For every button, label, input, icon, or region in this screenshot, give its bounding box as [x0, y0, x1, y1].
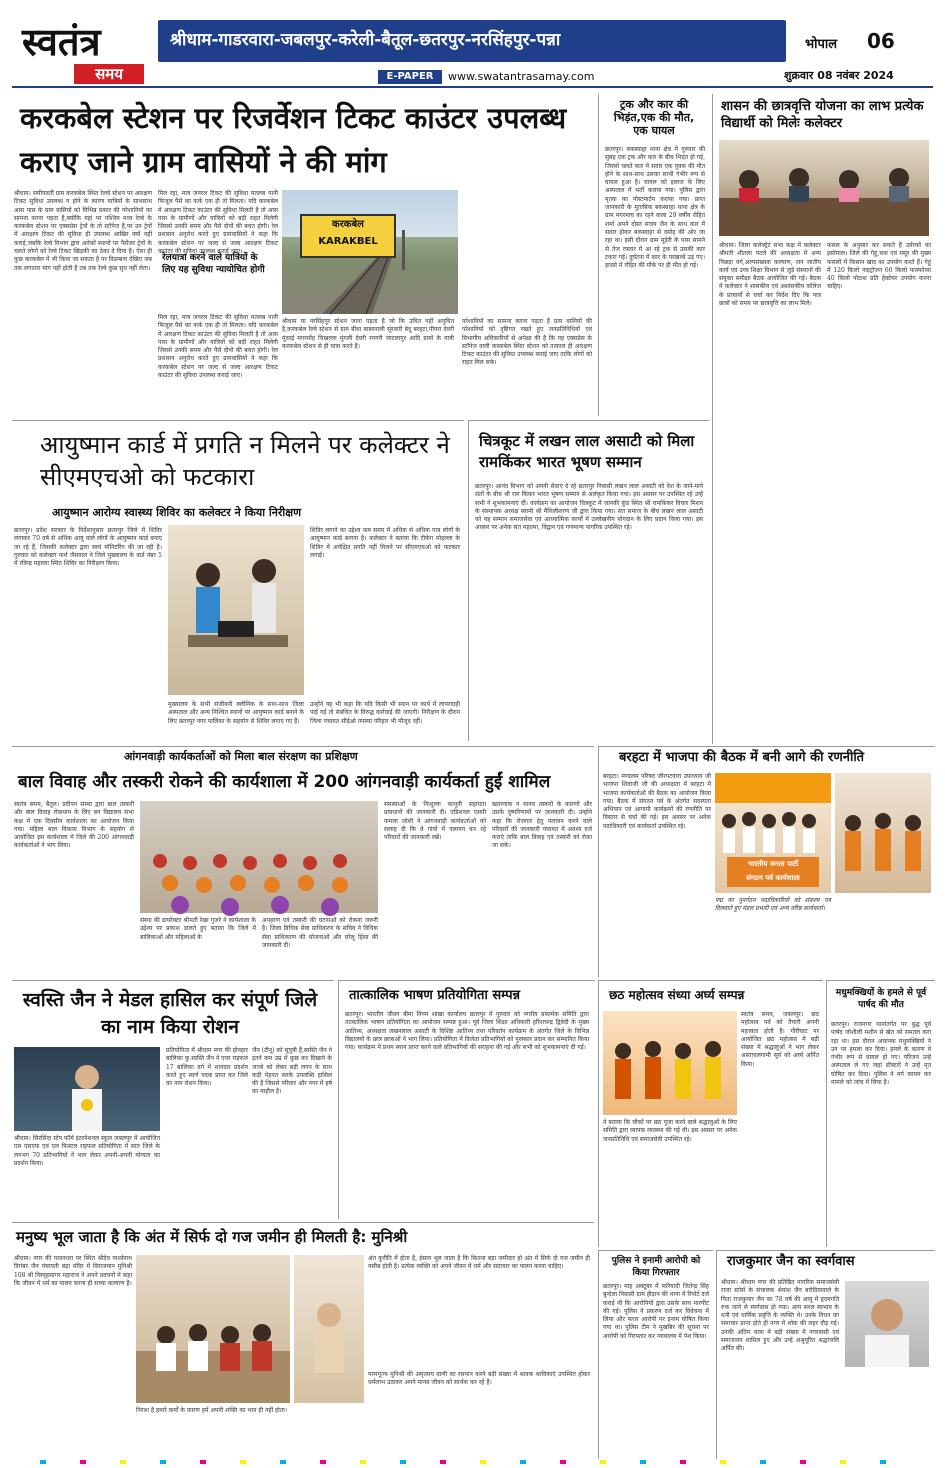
body: छतरपुर। बकस्वाहा थाना क्षेत्र में गुरुवार की सुबह एक ट्रक और कार के बीच भिड़ंत हो गई, जिससे चलते कार में सवार एक युवक की मौत होने के साथ-साथ उसका साथी गंभीर रूप से घायल हुआ है। घायल को इलाज के लिए अस्पताल में भर्ती कराया गया। पुलिस द्वारा मृतक का पोस्टमार्टम कराया गया। प्राप्त जानकारी के मुताबिक बकस्वाहा थाना क्षेत्र के ग्राम मगरमाघ का रहने वाला 29 वर्षीय रोहित शर्मा अपने दोस्त सजय जैन के साथ कार में सवार होकर बकस्वाहा से दमोह की ओर जा रहा था। इसी दौरान ग्राम मुड़ेरी के पास सामने से तेज रफ्तार में आ रहे ट्रक से उसकी कार टकरा गई। दुर्घटना में कार के परखच्चे उड़ गए। हादसे में रोहित की मौके पर ही मौत हो गई। [605, 146, 705, 270]
caption: पद्म का पुनर्गठन पदाधिकारियों को संकल्प पत्र दिलवाते हुए मंडल प्रभारी एवं अन्य वरिष्ठ कार्यकर्ता। [715, 897, 831, 913]
article-ayushman [12, 420, 464, 741]
caption: निराश है हमारे कर्मों के कारण हमें अपनी शक्ति का भान ही नहीं होता। [136, 1407, 288, 1414]
article-karakbel [12, 94, 595, 416]
second-group [835, 773, 931, 893]
body-col-2: अपहरण एवं तस्करी की घटनाओं को रोकना जरूरी है। जिला विधिक सेवा प्राधिकरण के सचिव ने विधिक सेवा प्राधिकरण की योजनाओं और घरेलू हिंसा की जानकारी दी। [262, 917, 378, 949]
body-col-4: परेशानियों का सामना करना पड़ता है ग्राम वासियों की परेशानियों को दृष्टिगत रखते हुए जनप्रतिनिधियों एवं विभागीय अधिकारियों से अपेक्षा की है कि यह एक्सप्रेस के स्टॉपेज वाली करकबेल स्थित स्टेशन को तत्काल ही आरक्षण टिकट काउंटर की सुविधा उपलब्ध कराई जाए ताकि लोगों को राहत मिल सके। [462, 318, 592, 367]
article-munishri [12, 1222, 594, 1459]
station-sign [300, 214, 396, 258]
munishri-photo [136, 1255, 290, 1403]
camp-figures [168, 525, 304, 695]
cities-banner [158, 20, 786, 62]
headline: पुलिस ने इनामी आरोपी को किया गिरफ्तार [611, 1256, 701, 1278]
sign-english: KARAKBEL [318, 236, 378, 247]
monk-figure [294, 1255, 364, 1403]
workshop-photo [140, 801, 378, 913]
article-speech [338, 980, 595, 1219]
headline: स्वस्ति जैन ने मेडल हासिल कर संपूर्ण जिले का नाम किया रोशन [22, 989, 318, 1038]
portrait-figure [845, 1281, 929, 1367]
masthead [0, 0, 945, 88]
body-col-2: फसल के अनुसार कर सकते हैं उर्वरकों का इस्तेमाल। जिले की गेहूं,चना एवं मसूर की मुख्य फसलों में किसान खाद का उपयोग करते हैं। गेहूं में 120 किलो नाइट्रोजन 60 किलो फास्फोरस 40 किलो पोटाश प्रति हेक्टेयर उपयोग करना चाहिए। [827, 242, 931, 291]
print-color-strip [40, 1460, 910, 1464]
bjp-meeting-photo [715, 773, 831, 893]
party-banner [727, 857, 819, 887]
subhead: आयुष्मान आरोग्य स्वास्थ्य शिविर का कलेक्टर ने किया निरीक्षण [52, 506, 302, 519]
sign-hindi: करकबेल [332, 219, 364, 230]
body: बरहटा। मण्डलम परिषद जीरपटवारा उपाध्याय जी भाजपा शिवाजी जी की अध्यक्षता में बरहटा में भाजपा कार्यकर्ताओं की बैठक का आयोजन किया गया। बैठक में संगठन पर्व के अंतर्गत सदस्यता अभियान एवं आगामी कार्यक्रमों की रणनीति पर विस्तार से चर्चा की गई। इस अवसर पर अनेक पदाधिकारी एवं कार्यकर्ता उपस्थित रहे। [603, 773, 711, 830]
logo-line1: स्वतंत्र [22, 20, 101, 64]
body-col-2: मिल रहा, मात्र जनरल टिकट की सुविधा मतलब पानी फिजूल पैसे का फर्क एक ही तो मिलता। यदि करकबेल में आरक्षण टिकट काउंटर की सुविधा मिलती है तो आस पास के ग्रामीणों और यात्रियों को बड़ी राहत मिलेगी जिससे उनकी समय और पैसे दोनों की बचत होगी। रेल प्रशासन अनुरोध करते हुए ग्रामवासियों ने कहा कि करकबेल स्टेशन पर जल्द से जल्द आरक्षण टिकट काउंटर की सुविधा उपलब्ध कराई जाए। [158, 190, 278, 256]
station-photo [282, 190, 458, 314]
banner-line2: संगठन पर्व कार्यशाला [746, 874, 800, 882]
bjp-second-photo [835, 773, 931, 893]
caption: मुख्यालय के सभी संजीवनी क्लीनिक के साथ-साथ जिला अस्पताल और अन्य निश्चित स्थानों पर आयुष्मान कार्ड बनाने के लिए छतरपुर नगर पालिका के सहयोग से शिविर लगाए गए हैं। [168, 701, 304, 725]
date: शुक्रवार 08 नवंबर 2024 [784, 69, 894, 82]
article-chitrakoot [468, 420, 709, 741]
body-col-1: छतरपुर। प्रदेश सरकार के निर्देशानुसार छतरपुर जिले में शिविर लगाकर 70 वर्ष से अधिक आयु वाले लोगों के आयुष्मान कार्ड बनाए जा रहे हैं, जिसकी कलेक्टर द्वारा स्वयं मॉनिटरिंग की जा रही है। गुरुवार को कलेक्टर पार्थ जैसवाल ने जिले मुख्यालय के वार्ड नंबर 5 में रविन्द्र महल्ला स्थित शिविर का निरीक्षण किया। [14, 527, 162, 568]
rajkumar-portrait [845, 1281, 929, 1367]
article-anganwadi [12, 746, 594, 977]
body-col-1: श्रीधाम। श्रीधाम नगर की प्रतिष्ठित नागरिक समाजसेवी राजा स्टोर्स के संचालक श्रेयांश जैन बरोदियावाले के पिता राजकुमार जैन का 78 वर्ष की आयु में हृदयगति रुक जाने से स्वर्गवास हो गया। आप सरल स्वभाव के धनी एवं धार्मिक प्रवृत्ति के व्यक्ति थे। उनके निधन का समाचार प्राप्त होते ही नगर में शोक की लहर दौड़ गई। उनकी अंतिम यात्रा में बड़ी संख्या में नगरवासी एवं समाजजन शामिल हुए और उन्हें अश्रुपूरित श्रद्धांजलि अर्पित की। [721, 1279, 839, 1353]
body: छतरपुर। आनंद विभाग को अपनी सेवाएं दे रहे छतरपुर निवासी लखन लाल असाटी को देश के जाने-माने संतों के बीच श्री राम किंकर भारत भूषण सम्मान से अलंकृत किया गया। इस अवसर पर उपस्थित रहे उन्हें सभी ने शुभकामनाएं दीं। कार्यक्रम का आयोजन चित्रकूट में जानकी कुंड स्थित श्री रामकिंकर विचार मिशन के संस्थापक अध्यक्ष स्वामी श्री मैथिलीशरण जी द्वारा किया गया। संत समाज के बीच लखन लाल असाटी को यह सम्मान समाजसेवा एवं आध्यात्मिक कार्यों में उल्लेखनीय योगदान के लिए प्रदान किया गया। इस अवसर पर अनेक संत महात्मा, विद्वान एवं गणमान्य नागरिक उपस्थित रहे। [475, 483, 703, 532]
medal-photo [14, 1047, 160, 1131]
body-col-2: प्रतियोगिता में श्रीधाम नगर की होनहार बालिका कु.स्वस्ति जैन ने एयर राइफल 17 बालिका वर्ग में शानदार प्रदर्शन करते हुए स्वर्ण पदक प्राप्त कर जिले का नाम रोशन किया। [166, 1047, 248, 1088]
audience-figures [140, 801, 378, 913]
body-col-1: श्रीधाम। समीपवर्ती ग्राम करकबेल स्थित रेलवे स्टेशन पर आरक्षण टिकट सुविधा उपलब्ध न होने के कारण यात्रियों के साथसाथ आस पास के ग्राम वासियों को विभिन्न प्रकार की परेशानियों का सामना करना पड़ता है,क्योंकि यहां पर पश्चिम मध्य रेल्वे के करकबेल स्टेशन पर एक्सप्रेस ट्रेनों के तो स्टॉपेज हैं,पर उन ट्रेनों में आरक्षण टिकट की सुविधा ही उपलब्ध आखिर क्यों नहीं कराई,जबकि रेल्वे विभाग द्वारा अनेकों स्थानों पर पैसेंजर ट्रेनों के चलते लोगों को रेल्वे टिकट खिड़की का ठेका दे दिया है। ऐसा ही कुछ करकबेल में भी किया जा सकता है पर विडम्बना देखिए जब तक लगातार मांग नहीं होती है तब तक रेल्वे कुछ सुध नहीं लेता। [14, 190, 152, 272]
article-rajkumar [716, 1250, 935, 1459]
kicker: आंगनवाड़ी कार्यकर्ताओं को मिला बाल संरक्षण का प्रशिक्षण [124, 750, 358, 763]
camp-photo [168, 525, 304, 695]
article-swasti [12, 980, 334, 1219]
article-barhata [598, 746, 935, 977]
site-url[interactable]: www.swatantrasamay.com [448, 70, 595, 83]
body: छतरपुर। राजनगर थानांतर्गत पर बुद्ध पूर्व पार्षद जोशीली मशीन से खेत को समतल करा रहा था। इस दौरान अचानक मधुमक्खियों ने उन पर हमला कर दिया। हमले के कारण वे गंभीर रूप से घायल हो गए। परिजन उन्हें अस्पताल ले गए जहां डॉक्टरों ने उन्हें मृत घोषित कर दिया। पुलिस ने मर्ग कायम कर मामले को जांच में लिया है। [831, 1021, 931, 1087]
article-bees [826, 980, 935, 1247]
masthead-divider [12, 86, 933, 88]
article-scholarship [712, 94, 935, 744]
headline: शासन की छात्रवृत्ति योजना का लाभ प्रत्येक विद्यार्थी को मिलेः कलेक्टर [721, 99, 924, 131]
body: छतरपुर। माह अक्टूबर में फरियादी जितेन्द्र सिंह बुन्देला निवासी ग्राम हीड़ान की थाना में रिपोर्ट दर्ज कराई थी कि आरोपियों द्वारा उसके साथ मारपीट की गई। पुलिस ने प्रकरण दर्ज कर विवेचना में लिया और फरार आरोपी पर इनाम घोषित किया गया था। पुलिस टीम ने मुखबिर की सूचना पर आरोपी को गिरफ्तार कर न्यायालय में पेश किया। [603, 1283, 709, 1340]
meeting-figures [719, 140, 929, 236]
headline: छठ महोत्सव संध्या अर्घ्य सम्पन्न [609, 988, 745, 1002]
body-col-3: उन्होंने यह भी कहा कि यदि किसी भी स्थान पर कार्य में लापरवाही पाई गई तो संबंधित के विरुद्ध कार्रवाई की जाएगी। निरीक्षण के दौरान जिला पंचायत सीईओ तपस्या परिहार भी मौजूद रहीं। [310, 701, 460, 725]
article-chhath [598, 980, 823, 1247]
headline: चित्रकूट में लखन लाल असाटी को मिला रामकिंकर भारत भूषण सम्मान [479, 432, 695, 471]
body-col-1: स्वतंत्र समय, बैतूल। प्रदीपन संस्था द्वारा बाल तस्करी और बाल विवाह रोकथाम के लिए बन विद्यालय सभा कक्ष में एक दिवसीय कार्यशाला का आयोजन किया गया। महिला बाल विकास विभाग के सहयोग से आयोजित इस कार्यशाला में जिले की 200 आंगनवाड़ी कार्यकर्ताओं ने भाग लिया। [14, 801, 134, 850]
pull-quote [162, 252, 274, 312]
body-col-3: जैन (टीनू) को सुपुत्री हैं,स्वस्ति जैन ने इतने कम उम्र में कुछ कर दिखाने के जज्बे को लेकर बड़ी लगन के साथ कड़ी मेहनत करके उपलब्धि हासिल की है जिससे परिवार और नगर में हर्ष का माहौल है। [252, 1047, 332, 1096]
edition-box [795, 26, 925, 56]
body-col-2: शिविर लगाने का उद्देश्य कम समय में अधिक से अधिक पात्र लोगों के आयुष्मान कार्ड बनाना है। कलेक्टर ने बताया कि टीकेग मोहल्ला के शिविर में अपेक्षित प्रगति नहीं मिलने पर सीएमएचओ को फटकार लगाई। [310, 527, 460, 559]
headline: करकबेल स्टेशन पर रिजर्वेशन टिकट काउंटर उपलब्ध कराए जाने ग्राम वासियों ने की मांग [20, 101, 567, 179]
munishri-figures [136, 1255, 290, 1403]
chhath-photo [603, 1011, 737, 1115]
headline: ट्रक और कार की भिड़ंत,एक की मौत, एक घायल [613, 98, 695, 137]
body-col-3: समस्याओं के निःशुल्क कानूनी सहायता प्रावधानों की जानकारी दी। एडिशनल एसपी कमला जोशी ने आंगनवाड़ी कार्यकर्ताओं को सलाह दी कि वे गांवों में पलायन कर रहे परिवारों की जानकारी रखें। [384, 801, 486, 842]
headline: मनुष्य भूल जाता है कि अंत में सिर्फ दो गज जमीन ही मिलती है: मुनिश्री [16, 1228, 408, 1246]
headline: बरहटा में भाजपा की बैठक में बनी आगे की रणनीति [619, 750, 865, 765]
epaper-badge: E-PAPER [378, 70, 442, 84]
logo [22, 22, 142, 84]
article-accident [598, 94, 709, 416]
caption: ने बताया कि चौकों पर छठ पूजा करने वाले श्रद्धालुओं के लिए समिति द्वारा व्यापक व्यवस्था की गई थी। इस अवसर पर अनेक जनप्रतिनिधि एवं समाजसेवी उपस्थित रहे। [603, 1119, 737, 1143]
edition-name: भोपाल [805, 37, 838, 52]
medal-figure [14, 1047, 160, 1131]
headline: मधुमक्खियों के हमले से पूर्व पार्षद की मौत [835, 988, 927, 1010]
body-col-2b: मिल रहा, मात्र जनरल टिकट की सुविधा मतलब पानी फिजूल पैसे का फर्क एक ही तो मिलता। यदि करकबेल में आरक्षण टिकट काउंटर की सुविधा मिलती है तो आस पास के ग्रामीणों और यात्रियों को बड़ी राहत मिलेगी जिससे उनकी समय और पैसे दोनों की बचत होगी। रेल प्रशासन अनुरोध करते हुए ग्रामवासियों ने कहा कि करकबेल स्टेशन पर जल्द से जल्द आरक्षण टिकट काउंटर की सुविधा उपलब्ध कराई जाए। [158, 314, 278, 380]
body-col-3: श्रीधाम या नरसिंहपुर स्टेशन जाना पड़ता है जो कि उचित नहीं अनुचित है,करकबेल रेल्वे स्टेशन से ग्राम बीधा बाबरनाली सूरवारी बेदू बरहटा,पीपरा देवरी मुंदरई मगरमोंह चिखल्ला मुंगली देवरी रमगरी जाटलापुर आदि ग्रामों के यात्री करकबेल स्टेशन से ही यात्रा करते हैं। [282, 318, 454, 350]
chhath-figures [603, 1011, 737, 1115]
body-col-3: परमपूज्य मुनिश्री की अमृतमय वाणी का रसपान करने बड़ी संख्या में श्रावक श्राविकाएं उपस्थित होकर धर्मलाभ उठाकर अपने मानव जीवन को सार्थक कर रहे हैं। [368, 1371, 590, 1387]
caption: संस्था की डायरेक्टर श्रीमती रेखा गुजरे ने कार्यशाला के उद्देश्य पर प्रकाश डालते हुए बताया कि जिले में बालिकाओं और महिलाओं के [140, 917, 256, 941]
headline: राजकुमार जैन का स्वर्गवास [727, 1254, 855, 1269]
page-number: 06 [867, 29, 895, 53]
banner-line1: भारतीय जनता पार्टी [747, 860, 799, 868]
article-police [598, 1250, 713, 1459]
body-col-2: अंत कुरीति में होता है, इंसान भूल जाता है कि कितना बड़ा जमीदार हो अंत में सिर्फ दो गज जमीन ही नसीब होती है। प्रत्येक व्यक्ति को अपने जीवन में धर्म और सदाचार का पालन करना चाहिए। [368, 1255, 590, 1271]
body-col-1: श्रीधाम। नगर की पावनधरा पर स्थित श्रीदेव पार्श्वनाथ दिगंबर जैन पंचायती बड़ा मंदिर में विराजमान मुनिश्री 108 श्री निस्पृहसागर महाराज ने अपने प्रवचनों में कहा कि जीवन में धर्म का पालन करना ही सच्चा कल्याण है। [14, 1255, 132, 1287]
headline: आयुष्मान कार्ड में प्रगति न मिलने पर कलेक्टर ने सीएमएचओ को फटकारा [40, 431, 450, 491]
pull-quote-text: रेलयात्रा करने वाले यात्रियों के लिए यह सुविधा न्यायोचित होगी [162, 253, 265, 275]
body-col-1: श्रीधाम। सिरसिंदा स्टेप फॉर्म इंटरनेशनल स्कूल जबलपुर में आयोजित एस एसएफ एवं एल फिस्टल राइफल प्रतियोगिता में सात जिले के लगभग 70 प्रतिभागियों ने भाग लेकर अपनी-अपनी योग्यता का प्रदर्शन किया। [14, 1135, 160, 1167]
body-col-1: श्रीधाम। जिला कलेक्ट्रेट सभा कक्ष में कलेक्टर श्रीमती शीतला पटले की अध्यक्षता में अन्य पिछड़ा वर्ग,अल्पसंख्यक कल्याण, जन जातीय कार्य एवं उच्च शिक्षा विभाग से जुड़े संस्थानों की संयुक्त समीक्षा बैठक आयोजित की गई। बैठक में कलेक्टर ने शासकीय एवं अशासकीय कॉलेज के प्राचार्यों से चर्चा कर निर्देश दिए कि पात्र छात्रों को समय पर छात्रवृत्ति का लाभ मिले। [719, 242, 821, 308]
headline: बाल विवाह और तस्करी रोकने की कार्यशाला में 200 आंगनवाड़ी कार्यकर्ता हुईं शामिल [18, 772, 551, 792]
logo-badge [74, 64, 144, 84]
logo-line2: समय [95, 65, 123, 83]
headline: तात्कालिक भाषण प्रतियोगिता सम्पन्न [349, 988, 521, 1003]
body-col-4: खतरनाक न मानव तस्करों के कारणों और उसके दुष्परिणामों पर जानकारी दी। उन्होंने कहा कि रोजगार हेतु पलायन करने वाले परिवारों की जानकारी पंचायत में अवश्य दर्ज कराएं ताकि बाल विवाह एवं तस्करी को रोका जा सके। [492, 801, 592, 850]
cities-line: श्रीधाम-गाडरवारा-जबलपुर-करेली-बैतूल-छतरपुर-नरसिंहपुर-पन्ना [170, 30, 561, 50]
body: स्वतंत्र समय, जबलपुर। छठ महोत्सव पर्व को तैयारी अपनी महत्त्वता होती है। गौरीघाट पर आयोजित छठ महोत्सव में बड़ी संख्या में श्रद्धालुओं ने भाग लेकर अस्ताचलगामी सूर्य को अर्घ्य अर्पित किया। [741, 1011, 819, 1068]
meeting-photo [719, 140, 929, 236]
munishri-photo-2 [294, 1255, 364, 1403]
body: छतरपुर। भारतीय जीवन बीमा निगम शाखा कार्यालय छतरपुर में गुरुवार को नगरीय प्रकार्मक समिति द्वारा तात्कालिक भाषण प्रतियोगिता का आयोजन सम्पन्न हुआ। पूर्व जिला शिक्षा अधिकारी हरिशचन्द्र द्विवेदी के मुख्य आतिथ्य, अध्यक्षता लखनलाल असाटी के विशिष्ट आतिथ्य तथा परिवर्तन कार्यक्रम के अंतर्गत जिले के विभिन्न विद्यालयों के छात्र छात्राओं ने भाग लिया। प्रतियोगिता में विजेता प्रतिभागियों को पुरस्कार प्रदान कर सम्मानित किया गया। कार्यक्रम में प्रथम स्थान प्राप्त करने वाले प्रतिभागियों की सराहना की गई और सभी को शुभकामनाएं दी गईं। [345, 1011, 589, 1052]
